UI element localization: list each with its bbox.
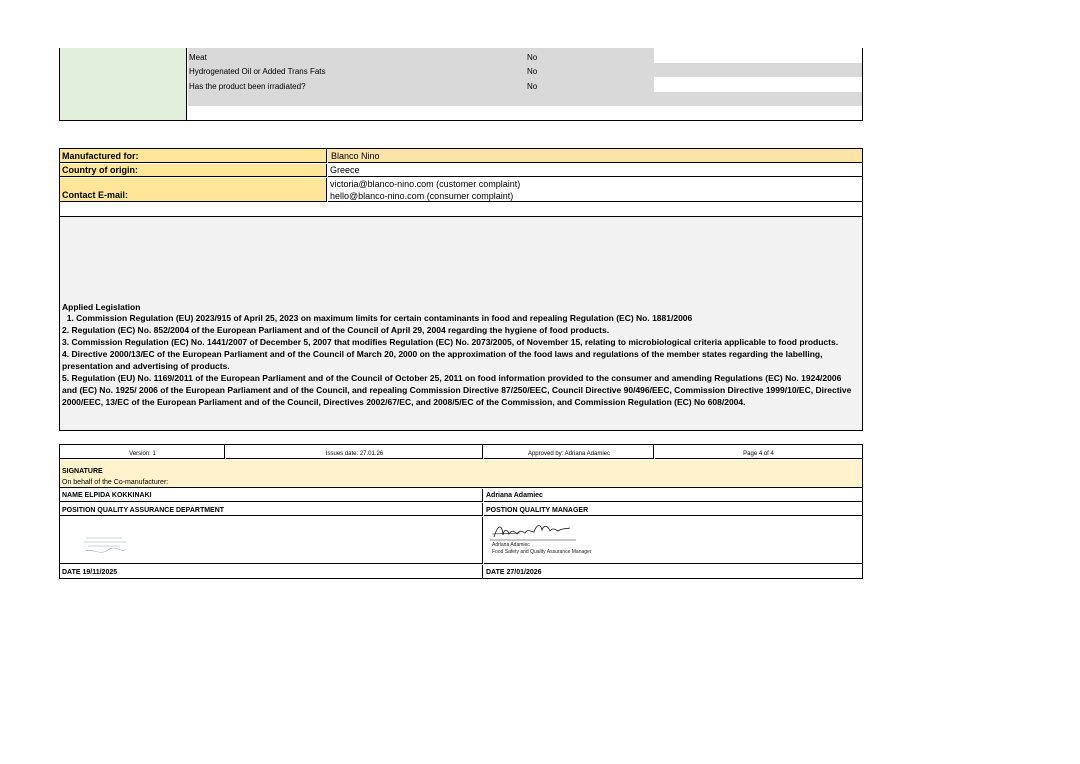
legislation-item: 1. Commission Regulation (EU) 2023/915 of April 25, 2023 on maximum limits for certain contaminants in food and repealing Regulation (EC) No. 1881/2006 bbox=[62, 313, 693, 323]
attribute-question: Has the product been irradiated? bbox=[189, 82, 306, 91]
attribute-question: Hydrogenated Oil or Added Trans Fats bbox=[189, 67, 326, 76]
attribute-answer: No bbox=[527, 67, 538, 76]
version-text: Version: 1 bbox=[129, 451, 156, 457]
attribute-row bbox=[188, 48, 654, 63]
signature-header-cell bbox=[60, 460, 862, 488]
date-left-cell bbox=[60, 565, 483, 578]
signature-left-stamp bbox=[82, 530, 128, 560]
country-value-cell bbox=[328, 164, 862, 177]
manufactured-for-value-cell bbox=[328, 149, 862, 163]
attribute-answer: No bbox=[527, 82, 538, 91]
email-label: Contact E-mail: bbox=[62, 190, 129, 200]
country-label: Country of origin: bbox=[62, 165, 138, 175]
approved-by-text: Approved by: Adriana Adamiec bbox=[527, 451, 611, 457]
country-value: Greece bbox=[330, 165, 360, 175]
position-left: POSITION QUALITY ASSURANCE DEPARTMENT bbox=[62, 507, 225, 514]
manufactured-for-value: Blanco Nino bbox=[331, 151, 380, 161]
email-customer: victoria@blanco-nino.com (customer complaint) bbox=[330, 179, 521, 189]
attribute-row-extra bbox=[654, 77, 862, 92]
attribute-answer: No bbox=[527, 53, 538, 62]
issue-date-text: Issues date: 27.01.26 bbox=[325, 451, 384, 457]
signature-right-image bbox=[490, 520, 580, 542]
attribute-row-extra bbox=[654, 63, 862, 77]
position-right: POSTION QUALITY MANAGER bbox=[486, 507, 589, 514]
date-right: DATE 27/01/2026 bbox=[486, 569, 542, 576]
manufactured-for-label: Manufactured for: bbox=[62, 151, 139, 161]
name-right: Adriana Adamiec bbox=[486, 492, 543, 499]
legislation-item: 5. Regulation (EU) No. 1169/2011 of the European Parliament and of the Council of October 25, 2011 on food information provided to the consumer and amending Regulations (EC) No. 1924/2006 bbox=[62, 373, 842, 383]
legislation-item: 2. Regulation (EC) No. 852/2004 of the European Parliament and of the Council of April 29, 2004 regarding the hygiene of food products. bbox=[62, 325, 610, 335]
date-left: DATE 19/11/2025 bbox=[62, 569, 118, 576]
legislation-item: presentation and advertising of products. bbox=[62, 361, 230, 371]
signature-right-name: Adriana Adamiec bbox=[492, 542, 530, 548]
legislation-item: 2000/EEC, 13/EC of the European Parliament and of the Council, Directives 2002/67/EC, and 2008/5/EC of the Commission, and Commission Regulation (EC) No 608/2004. bbox=[62, 397, 746, 407]
attribute-row-extra bbox=[654, 48, 862, 63]
attribute-row-blank bbox=[188, 92, 862, 106]
attribute-question: Meat bbox=[189, 53, 207, 62]
legislation-heading: Applied Legislation bbox=[62, 302, 141, 312]
behalf-text: On behalf of the Co-manufacturer: bbox=[62, 479, 169, 486]
legislation-item: 4. Directive 2000/13/EC of the European Parliament and of the Council of March 20, 2000 on the approximation of the food laws and regulations of the member states regarding the labelling, bbox=[62, 349, 823, 359]
email-consumer: hello@blanco-nino.com (consumer complaint) bbox=[330, 191, 514, 201]
legislation-item: and (EC) No. 1925/ 2006 of the European Parliament and of the Council, and repealing Commission Directive 87/250/EEC, Council Directive 90/496/EEC, Commission Directive 1999/10/EC, Directive bbox=[62, 385, 852, 395]
legislation-item: 3. Commission Regulation (EC) No. 1441/2007 of December 5, 2007 that modifies Regulation (EC) No. 2073/2005, of November 15, relating to microbiological criteria applicable to food products. bbox=[62, 337, 839, 347]
signature-right-title: Food Safety and Quality Assurance Manager bbox=[492, 549, 592, 555]
name-left: NAME ELPIDA KOKKINAKI bbox=[62, 492, 152, 499]
page-number-text: Page 4 of 4 bbox=[743, 451, 774, 457]
signature-label: SIGNATURE bbox=[62, 468, 103, 475]
attributes-category-cell bbox=[60, 48, 187, 120]
